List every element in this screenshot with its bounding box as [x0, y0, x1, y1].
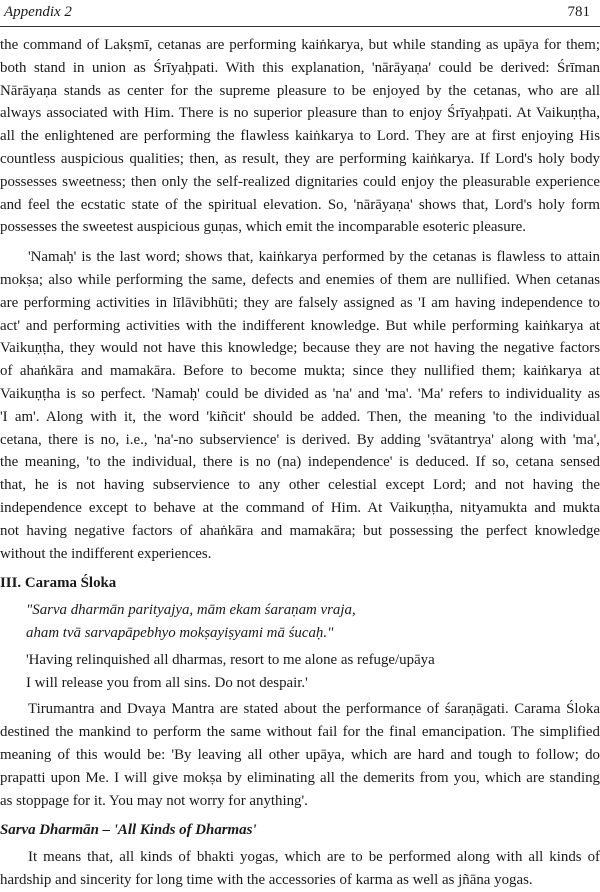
- text-line: meaning of this would be: 'By leaving all other upāya, which are hard and tough to follow; do: [0, 746, 600, 763]
- text-line: the meaning, 'to the individual, there is no (na) independence' is deduced. If so, cetana sensed: [0, 454, 600, 471]
- body-paragraph: [0, 246, 600, 565]
- text-line: 'I am'. Along with it, the word 'kiñcit' should be added. Then, the meaning 'to the individual: [0, 408, 600, 425]
- body-paragraph: [0, 698, 600, 812]
- text-line: Vaikuṇṭha, they would not have this knowledge; because they are not having the negative factors: [0, 340, 600, 357]
- text-line: Vaikuṇṭha is so perfect. 'Namaḥ' could be divided as 'na' and 'ma'. 'Ma' refers to individuality as: [0, 385, 600, 402]
- text-line: always associated with Him. There is no superior pleasure than to enjoy Śrīyaḥpati. At Vaikuṇṭha,: [0, 105, 600, 122]
- text-line: that, he is not having subservience to any other celestial except Lord; and not having the: [0, 477, 600, 494]
- text-line: prapatti upon Me. I will give mokṣa by eliminating all the demerits from you, which are standing: [0, 769, 600, 786]
- text-line: not having negative factors of ahaṅkāra and mamakāra; but possessing the perfect knowledge: [0, 522, 600, 539]
- page-body: [0, 34, 600, 888]
- text-line: cetana, there is no, i.e., 'na'-no subservience' is derived. By adding 'svātantrya' along with 'ma',: [0, 431, 600, 448]
- text-line: 'Namaḥ' is the last word; shows that, kaiṅkarya performed by the cetanas is flawless to attain: [28, 249, 600, 266]
- running-header-title: Appendix 2: [4, 4, 72, 20]
- header-rule: [0, 26, 600, 27]
- text-line: destined the mankind to perform the same without fail for the final emancipation. The simplified: [0, 724, 600, 741]
- text-line: independence except to behave at the command of Him. At Vaikuṇṭha, nityamukta and mukta: [0, 499, 600, 516]
- text-line: and feel the ecstatic state of the spiritual elevation. So, 'nārāyaṇa' shows that, Lord's holy form: [0, 196, 600, 213]
- text-line: both stand in union as Śrīyaḥpati. With this explanation, 'nārāyaṇa' could be derived: Śrīman: [0, 59, 600, 76]
- text-line: Tirumantra and Dvaya Mantra are stated about the performance of śaraṇāgati. Carama Śloka: [28, 701, 600, 718]
- body-paragraph: [0, 846, 600, 892]
- text-line: possesses the sweetest auspicious guṇas, which emit the incomparable esoteric pleasure.: [0, 219, 526, 236]
- verse-line: "Sarva dharmān parityajya, mām ekam śaraṇam vraja,: [26, 602, 356, 619]
- translation-quote: [0, 649, 600, 695]
- text-line: mokṣa; also while performing the same, defects and enemies of them are nullified. When cetanas: [0, 271, 600, 288]
- text-line: hardship and sincerity for long time with the accessories of karma as well as jñāna yogas.: [0, 871, 533, 888]
- translation-line: 'Having relinquished all dharmas, resort to me alone as refuge/upāya: [26, 651, 435, 668]
- text-line: the command of Lakṣmī, cetanas are performing kaiṅkarya, but while standing as upāya for them;: [0, 37, 600, 53]
- text-line: It means that, all kinds of bhakti yogas, which are to be performed along with all kinds of: [28, 849, 600, 866]
- page-number: 781: [567, 4, 590, 20]
- text-line: as stoppage for it. You may not worry for anything'.: [0, 792, 308, 809]
- body-paragraph: [0, 34, 600, 239]
- text-line: of ahaṅkāra and mamakāra. Before to become mukta; since they nullified them; kaiṅkarya at: [0, 363, 600, 380]
- text-line: countless auspicious qualities; then, as result, they are performing kaiṅkarya. If Lord's holy body: [0, 150, 600, 167]
- text-line: all the enlightened are performing the flawless kaiṅkarya to Lord. They are at first enjoying His: [0, 128, 600, 145]
- running-header: [4, 4, 590, 22]
- text-line: are performing activities in līlāvibhūti; they are falsely assigned as 'I am having independence to: [0, 294, 600, 311]
- verse-line: aham tvā sarvapāpebhyo mokṣayiṣyami mā śucaḥ.": [26, 624, 334, 641]
- text-line: Nārāyaṇa stands as center for the supreme pleasure to be enjoyed by the cetanas, who are all: [0, 82, 600, 99]
- text-line: act' and performing activities with the indifferent knowledge. But while performing kaiṅkarya at: [0, 317, 600, 334]
- section-heading: III. Carama Śloka: [0, 575, 117, 592]
- text-line: possesses sweetness; then only the self-realized dignitaries could enjoy the pleasurable experience: [0, 173, 600, 190]
- subsection-heading: Sarva Dharmān – 'All Kinds of Dharmas': [0, 822, 257, 839]
- translation-line: I will release you from all sins. Do not despair.': [26, 674, 308, 691]
- text-line: without the indifferent experiences.: [0, 545, 212, 562]
- verse-quote: [0, 599, 600, 645]
